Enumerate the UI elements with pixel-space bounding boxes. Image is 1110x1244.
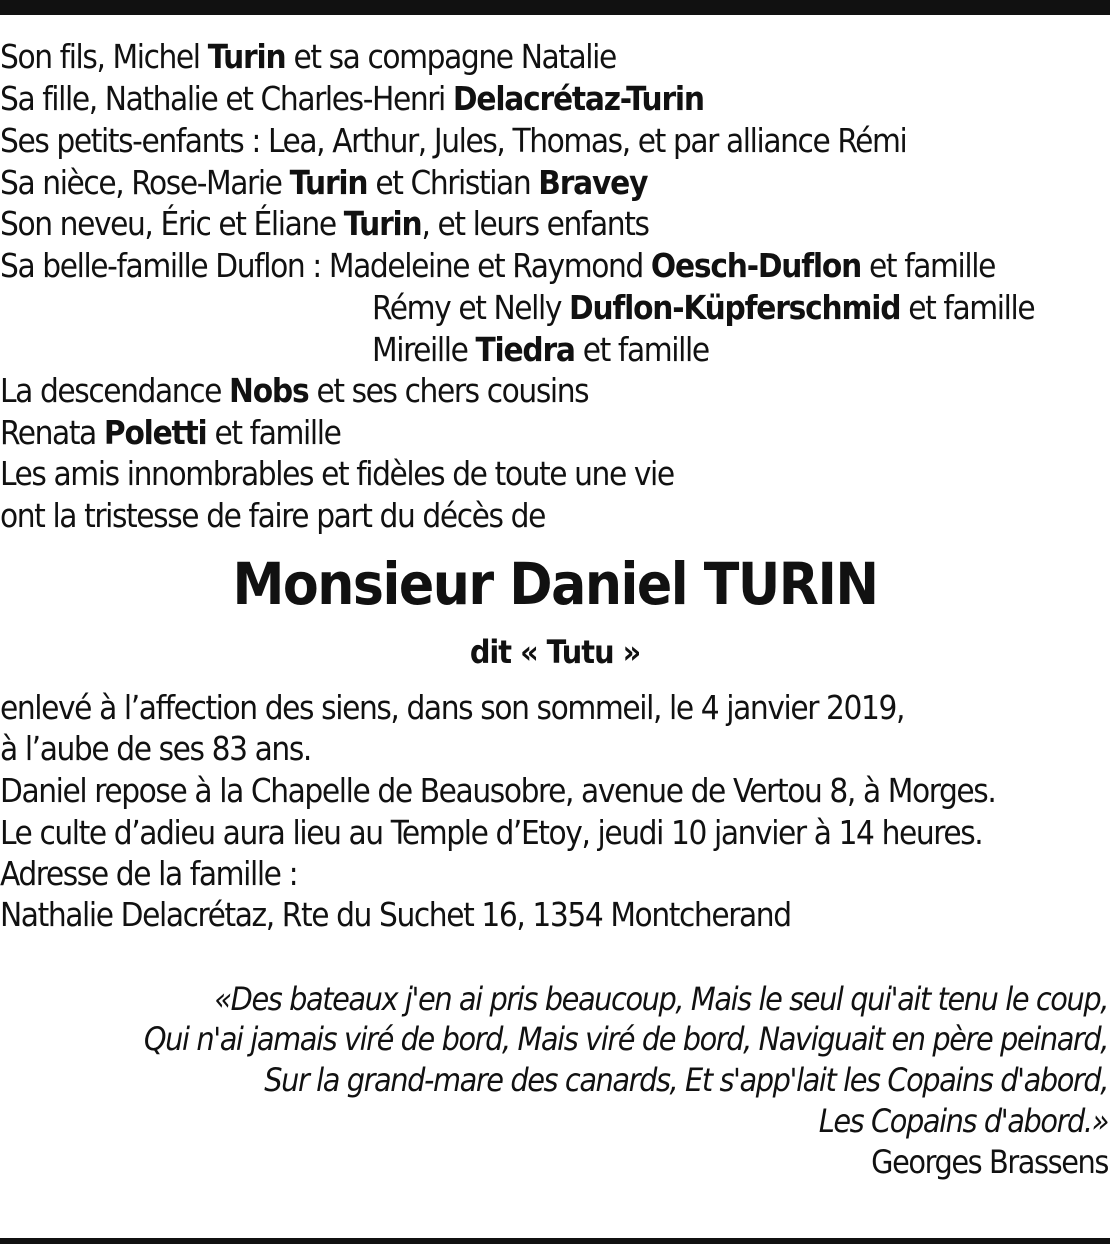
detail-line-address: Nathalie Delacrétaz, Rte du Suchet 16, 1354 Montcherand [0, 895, 791, 934]
detail-line-address-label: Adresse de la famille : [0, 854, 298, 893]
top-rule [0, 0, 1110, 15]
detail-line-chapel: Daniel repose à la Chapelle de Beausobre, avenue de Vertou 8, à Morges. [0, 771, 996, 810]
family-line-son: Son fils, Michel Turin et sa compagne Natalie [0, 37, 616, 76]
quote-author: Georges Brassens [871, 1143, 1108, 1181]
family-line-friends: Les amis innombrables et fidèles de toute une vie [0, 454, 674, 493]
quote-line: «Des bateaux j'en ai pris beaucoup, Mais le seul qui'ait tenu le coup, [214, 980, 1108, 1018]
family-line-nephew: Son neveu, Éric et Éliane Turin, et leurs enfants [0, 204, 649, 243]
quote-line: Les Copains d'abord.» [818, 1102, 1108, 1140]
family-line-in-laws-3: Mireille Tiedra et famille [372, 330, 709, 369]
family-line-renata: Renata Poletti et famille [0, 413, 341, 452]
family-line-niece: Sa nièce, Rose-Marie Turin et Christian Bravey [0, 163, 648, 202]
detail-line-death: enlevé à l’affection des siens, dans son sommeil, le 4 janvier 2019, [0, 688, 905, 727]
family-line-in-laws: Sa belle-famille Duflon : Madeleine et Raymond Oesch-Duflon et famille [0, 246, 995, 285]
family-line-grandchildren: Ses petits-enfants : Lea, Arthur, Jules, Thomas, et par alliance Rémi [0, 121, 907, 160]
deceased-nickname: dit « Tutu » [469, 633, 641, 671]
detail-line-service: Le culte d’adieu aura lieu au Temple d’Etoy, jeudi 10 janvier à 14 heures. [0, 813, 983, 852]
bottom-rule [0, 1238, 1110, 1244]
announcement-line: ont la tristesse de faire part du décès de [0, 496, 545, 535]
quote-line: Sur la grand-mare des canards, Et s'app'lait les Copains d'abord, [264, 1061, 1108, 1099]
detail-line-age: à l’aube de ses 83 ans. [0, 729, 311, 768]
deceased-name: Monsieur Daniel TURIN [232, 550, 878, 618]
family-line-in-laws-2: Rémy et Nelly Duflon-Küpferschmid et famille [372, 288, 1035, 327]
family-line-descendants: La descendance Nobs et ses chers cousins [0, 371, 589, 410]
family-line-daughter: Sa fille, Nathalie et Charles-Henri Delacrétaz-Turin [0, 79, 704, 118]
quote-line: Qui n'ai jamais viré de bord, Mais viré de bord, Naviguait en père peinard, [143, 1020, 1108, 1058]
